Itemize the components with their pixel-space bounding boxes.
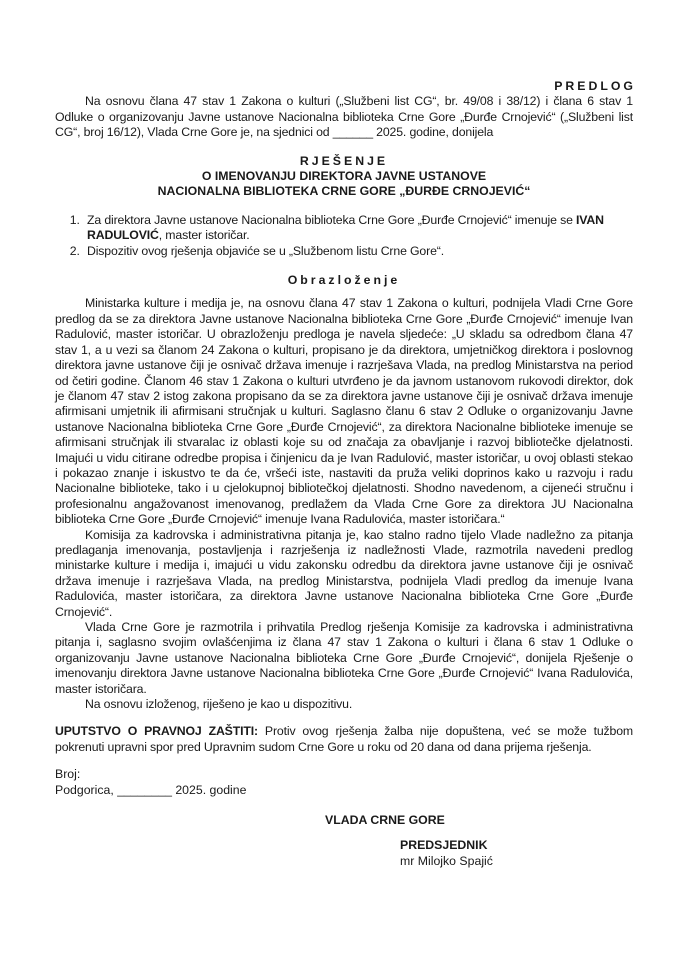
title-line-1: RJEŠENJE bbox=[299, 153, 389, 168]
explanation-paragraph: Na osnovu izloženog, riješeno je kao u dispozitivu. bbox=[85, 697, 353, 712]
list-item bbox=[83, 213, 633, 244]
issuer: VLADA CRNE GORE bbox=[325, 813, 445, 828]
explanation-paragraph: Vlada Crne Gore je razmotrila i prihvatila Predlog rješenja Komisije za kadrovska i administrativna pitanja i, saglasno svojim ovlašćenjima iz člana 47 stav 1 Zakona o kulturi i člana 6 stav 1 Odluke o organizovanju Javne ustanove Nacionalna biblioteka Crne Gore „Đurđe Crnojević“, donijela Rješenje o imenovanju direktora Javne ustanove Nacionalna biblioteka Crne Gore „Đurđe Crnojević“ Ivana Radulovića, master istoričara. bbox=[55, 620, 633, 696]
legal-notice bbox=[55, 724, 633, 755]
legal-notice-text: Protiv ovog rješenja žalba nije dopuštena, već se može tužbom pokrenuti upravni spor pred Upravnim sudom Crne Gore u roku od 20 dana od dana prijema rješenja. bbox=[55, 724, 633, 754]
explanation-paragraph: Komisija za kadrovska i administrativna pitanja je, kao stalno radno tijelo Vlade nadležno za pitanja predlaganja imenovanja, postavljenja i razrješenja iz nadležnosti Vlade, razmotrila navedeni predlog ministarke kulture i medija i, imajući u vidu zakonsku odredbu da direktora javne ustanove čiji je osnivač država imenuje i razrješava Vlada, na predlog Ministarstva, podnijela Vladi predlog da imenuje Ivana Radulovića, master istoričara, za direktora Javne ustanove Nacionalna biblioteka Crne Gore „Đurđe Crnojević“. bbox=[55, 527, 633, 619]
explanation-heading: Obrazloženje bbox=[287, 273, 401, 288]
explanation-paragraph: Ministarka kulture i medija je, na osnovu člana 47 stav 1 Zakona o kulturi, podnijela Vladi Crne Gore predlog da se za direktora Javne ustanove Nacionalna biblioteka Crne Gore „Đurđe Crnojević“ imenuje Ivan Radulović, master istoričar. U obrazloženju predloga je navela sljedeće: „U skladu sa odredbom člana 47 stav 1, a u vezi sa članom 24 Zakona o kulturi, propisano je da direktora, umjetničkog direktora i poslovnog direktora javne ustanove čiji je osnivač država imenuje i razrješava Vlada, na predlog Ministarstva na period od četiri godine. Članom 46 stav 1 Zakona o kulturi utvrđeno je da javnom ustanovom rukovodi direktor, dok je članom 47 stav 2 istog zakona propisano da se za direktora javne ustanove čiji je osnivač država imenuje afirmisani umjetnik ili afirmisani stručnjak u kulturi. Saglasno članu 6 stav 2 Odluke o organizovanju Javne ustanove Nacionalna biblioteka Crne Gore „Đurđe Crnojević“, za direktora Nacionalne biblioteke imenuje se afirmisani stručnjak ili stvaralac iz oblasti koje su od značaja za obavljanje i razvoj bibliotečke djelatnosti. Imajući u vidu citirane odredbe propisa i činjenicu da je Ivan Radulović, master istoričar, u ovoj oblasti stekao i pokazao znanje i iskustvo te da će, vršeći iste, nastaviti da pruža veliki doprinos kako u razvoju i radu Nacionalne biblioteke, tako i u cjelokupnoj bibliotečkoj djelatnosti. Shodno navedenom, a cijeneći stručnu i profesionalnu angažovanost imenovanog, predlažem da Vlada Crne Gore za direktora JU Nacionalna biblioteka Crne Gore „Đurđe Crnojević“ imenuje Ivana Radulovića, master istoričara.“ bbox=[55, 296, 633, 527]
dispositive-list bbox=[55, 213, 633, 259]
signatory-name: mr Milojko Spajić bbox=[400, 853, 493, 868]
proposal-label: PREDLOG bbox=[554, 79, 636, 93]
item-text: , master istoričar. bbox=[158, 228, 250, 243]
list-item bbox=[83, 244, 633, 259]
title-line-3: NACIONALNA BIBLIOTEKA CRNE GORE „ĐURĐE CRNOJEVIĆ“ bbox=[157, 184, 531, 199]
place-date: Podgorica, ________ 2025. godine bbox=[55, 782, 247, 797]
document-number: Broj: bbox=[55, 767, 81, 782]
decision-title bbox=[55, 154, 633, 200]
signatory-title: PREDSJEDNIK bbox=[400, 838, 488, 853]
appointee-name: IVAN RADULOVIĆ bbox=[87, 212, 604, 243]
title-line-2: O IMENOVANJU DIREKTORA JAVNE USTANOVE bbox=[201, 169, 487, 184]
document-page bbox=[55, 79, 636, 869]
item-text: Za direktora Javne ustanove Nacionalna biblioteka Crne Gore „Đurđe Crnojević“ imenuje se bbox=[87, 212, 577, 227]
preamble: Na osnovu člana 47 stav 1 Zakona o kulturi („Službeni list CG“, br. 49/08 i 38/12) i člana 6 stav 1 Odluke o organizovanju Javne ustanove Nacionalna biblioteka Crne Gore „Đurđe Crnojević“ („Službeni list CG“, broj 16/12), Vlada Crne Gore je, na sjednici od ______ 2025. godine, donijela bbox=[55, 94, 633, 140]
item-text: Dispozitiv ovog rješenja objaviće se u „Službenom listu Crne Gore“. bbox=[87, 243, 444, 258]
legal-notice-label: UPUTSTVO O PRAVNOJ ZAŠTITI: bbox=[55, 724, 258, 739]
